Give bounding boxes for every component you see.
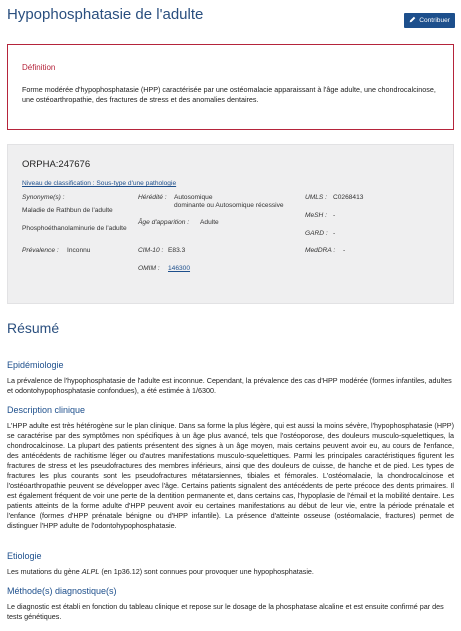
prevalence-value: Inconnu	[67, 247, 91, 254]
description-heading: Description clinique	[7, 405, 86, 415]
heredite-value-2: dominante ou Autosomique récessive	[174, 202, 284, 209]
etiologie-prefix: Les mutations du gène	[7, 567, 82, 576]
synonyms-label: Synonyme(s) :	[22, 194, 65, 201]
definition-heading: Définition	[22, 63, 56, 72]
umls-value: C0268413	[333, 194, 364, 201]
gard-label: GARD :	[305, 230, 328, 237]
omim-value[interactable]: 146300	[168, 265, 191, 272]
orpha-code: ORPHA:247676	[22, 159, 91, 170]
epidemiologie-heading: Epidémiologie	[7, 360, 64, 370]
definition-box	[7, 44, 454, 130]
prevalence-label: Prévalence :	[22, 247, 59, 254]
umls-label: UMLS :	[305, 194, 327, 201]
page-title: Hypophosphatasie de l'adulte	[7, 6, 204, 23]
meddra-label: MedDRA :	[305, 247, 336, 254]
age-label: Âge d'apparition :	[138, 219, 190, 226]
contribute-button[interactable]	[404, 13, 455, 28]
heredite-label: Hérédité :	[138, 194, 167, 201]
omim-link[interactable]	[168, 265, 190, 273]
cim-value: E83.3	[168, 247, 186, 254]
meddra-value: -	[343, 247, 346, 254]
gene-name: ALPL	[81, 567, 100, 576]
omim-label: OMIM :	[138, 265, 160, 272]
cim-label: CIM-10 :	[138, 247, 164, 254]
heredite-value-1: Autosomique	[174, 194, 213, 201]
mesh-label: MeSH :	[305, 212, 327, 219]
etiologie-heading: Etiologie	[7, 551, 42, 561]
etiologie-suffix: (en 1p36.12) sont connues pour provoquer une hypophosphatasie.	[99, 567, 314, 576]
info-panel	[7, 144, 454, 304]
etiologie-text	[7, 567, 454, 577]
epidemiologie-text: La prévalence de l'hypophosphatasie de l'adulte est inconnue. Cependant, la prévalence des cas d'HPP modérée (formes infantiles, adultes et odontohypophosphatasie confondues), a été estimée à 1/6300.	[7, 376, 452, 395]
classification-link[interactable]: Niveau de classification : Sous-type d'une pathologie	[22, 180, 177, 187]
description-text: L'HPP adulte est très hétérogène sur le plan clinique. Dans sa forme la plus légère, qui est aussi la moins sévère, l'hypophosphatasie (HPP) se caractérise par des symptômes non spécifiques à un âge plus avancé, tels que l'ostéoporose, des douleurs musculo-squelettiques, la chondrocalcinose. La plupart des patients présentent des signes à un âge moyen, mais certains peuvent avoir eu, au cours de l'enfance, des antécédents de rachitisme léger ou d'autres manifestations musculo-squelettiques. Parmi les principales caractéristiques figurent les fractures de stress et les pseudofractures des membres inférieurs, ainsi que des douleurs de cuisse, de hanche et de pied. Les types de fractures les plus courants sont les pseudofractures métatarsiennes, tibiales et fémorales. L'ostéomalacie, la chondrocalcinose et l'ostéoarthropathie peuvent se développer avec l'âge. Certains patients signalent des antécédents de perte précoce des dents primaires. Il est également fréquent de voir une perte de la dentition permanente et, dans certains cas, l'hypoplasie de l'émail et la mobilité dentaire. Les patients atteints de la forme adulte d'HPP peuvent avoir eu certaines manifestations au début de leur vie, entre la période prénatale et l'enfance (formes d'HPP prénatale bénigne ou d'HPP infantile). La présence d'atteinte osseuse (ostéomalacie, fractures) permet de distinguer l'HPP adulte de l'odontohypophosphatasie.	[7, 421, 454, 530]
synonym-2: Phosphoéthanolaminurie de l'adulte	[22, 225, 127, 232]
synonym-1: Maladie de Rathbun de l'adulte	[22, 207, 113, 214]
pencil-icon	[409, 16, 416, 25]
methodes-heading: Méthode(s) diagnostique(s)	[7, 586, 117, 596]
resume-heading: Résumé	[7, 320, 60, 336]
methodes-text: Le diagnostic est établi en fonction du tableau clinique et repose sur le dosage de la phosphatase alcaline et est ensuite confirmé par des tests génétiques.	[7, 602, 444, 621]
contribute-label: Contribuer	[419, 17, 450, 24]
age-value: Adulte	[200, 219, 219, 226]
gard-value: -	[333, 230, 336, 237]
mesh-value: -	[333, 212, 336, 219]
definition-text: Forme modérée d'hypophosphatasie (HPP) caractérisée par une ostéomalacie apparaissant à l'âge adulte, une chondrocalcinose, une ostéoarthropathie, des fractures de stress et des anomalies dentaires.	[22, 85, 436, 104]
